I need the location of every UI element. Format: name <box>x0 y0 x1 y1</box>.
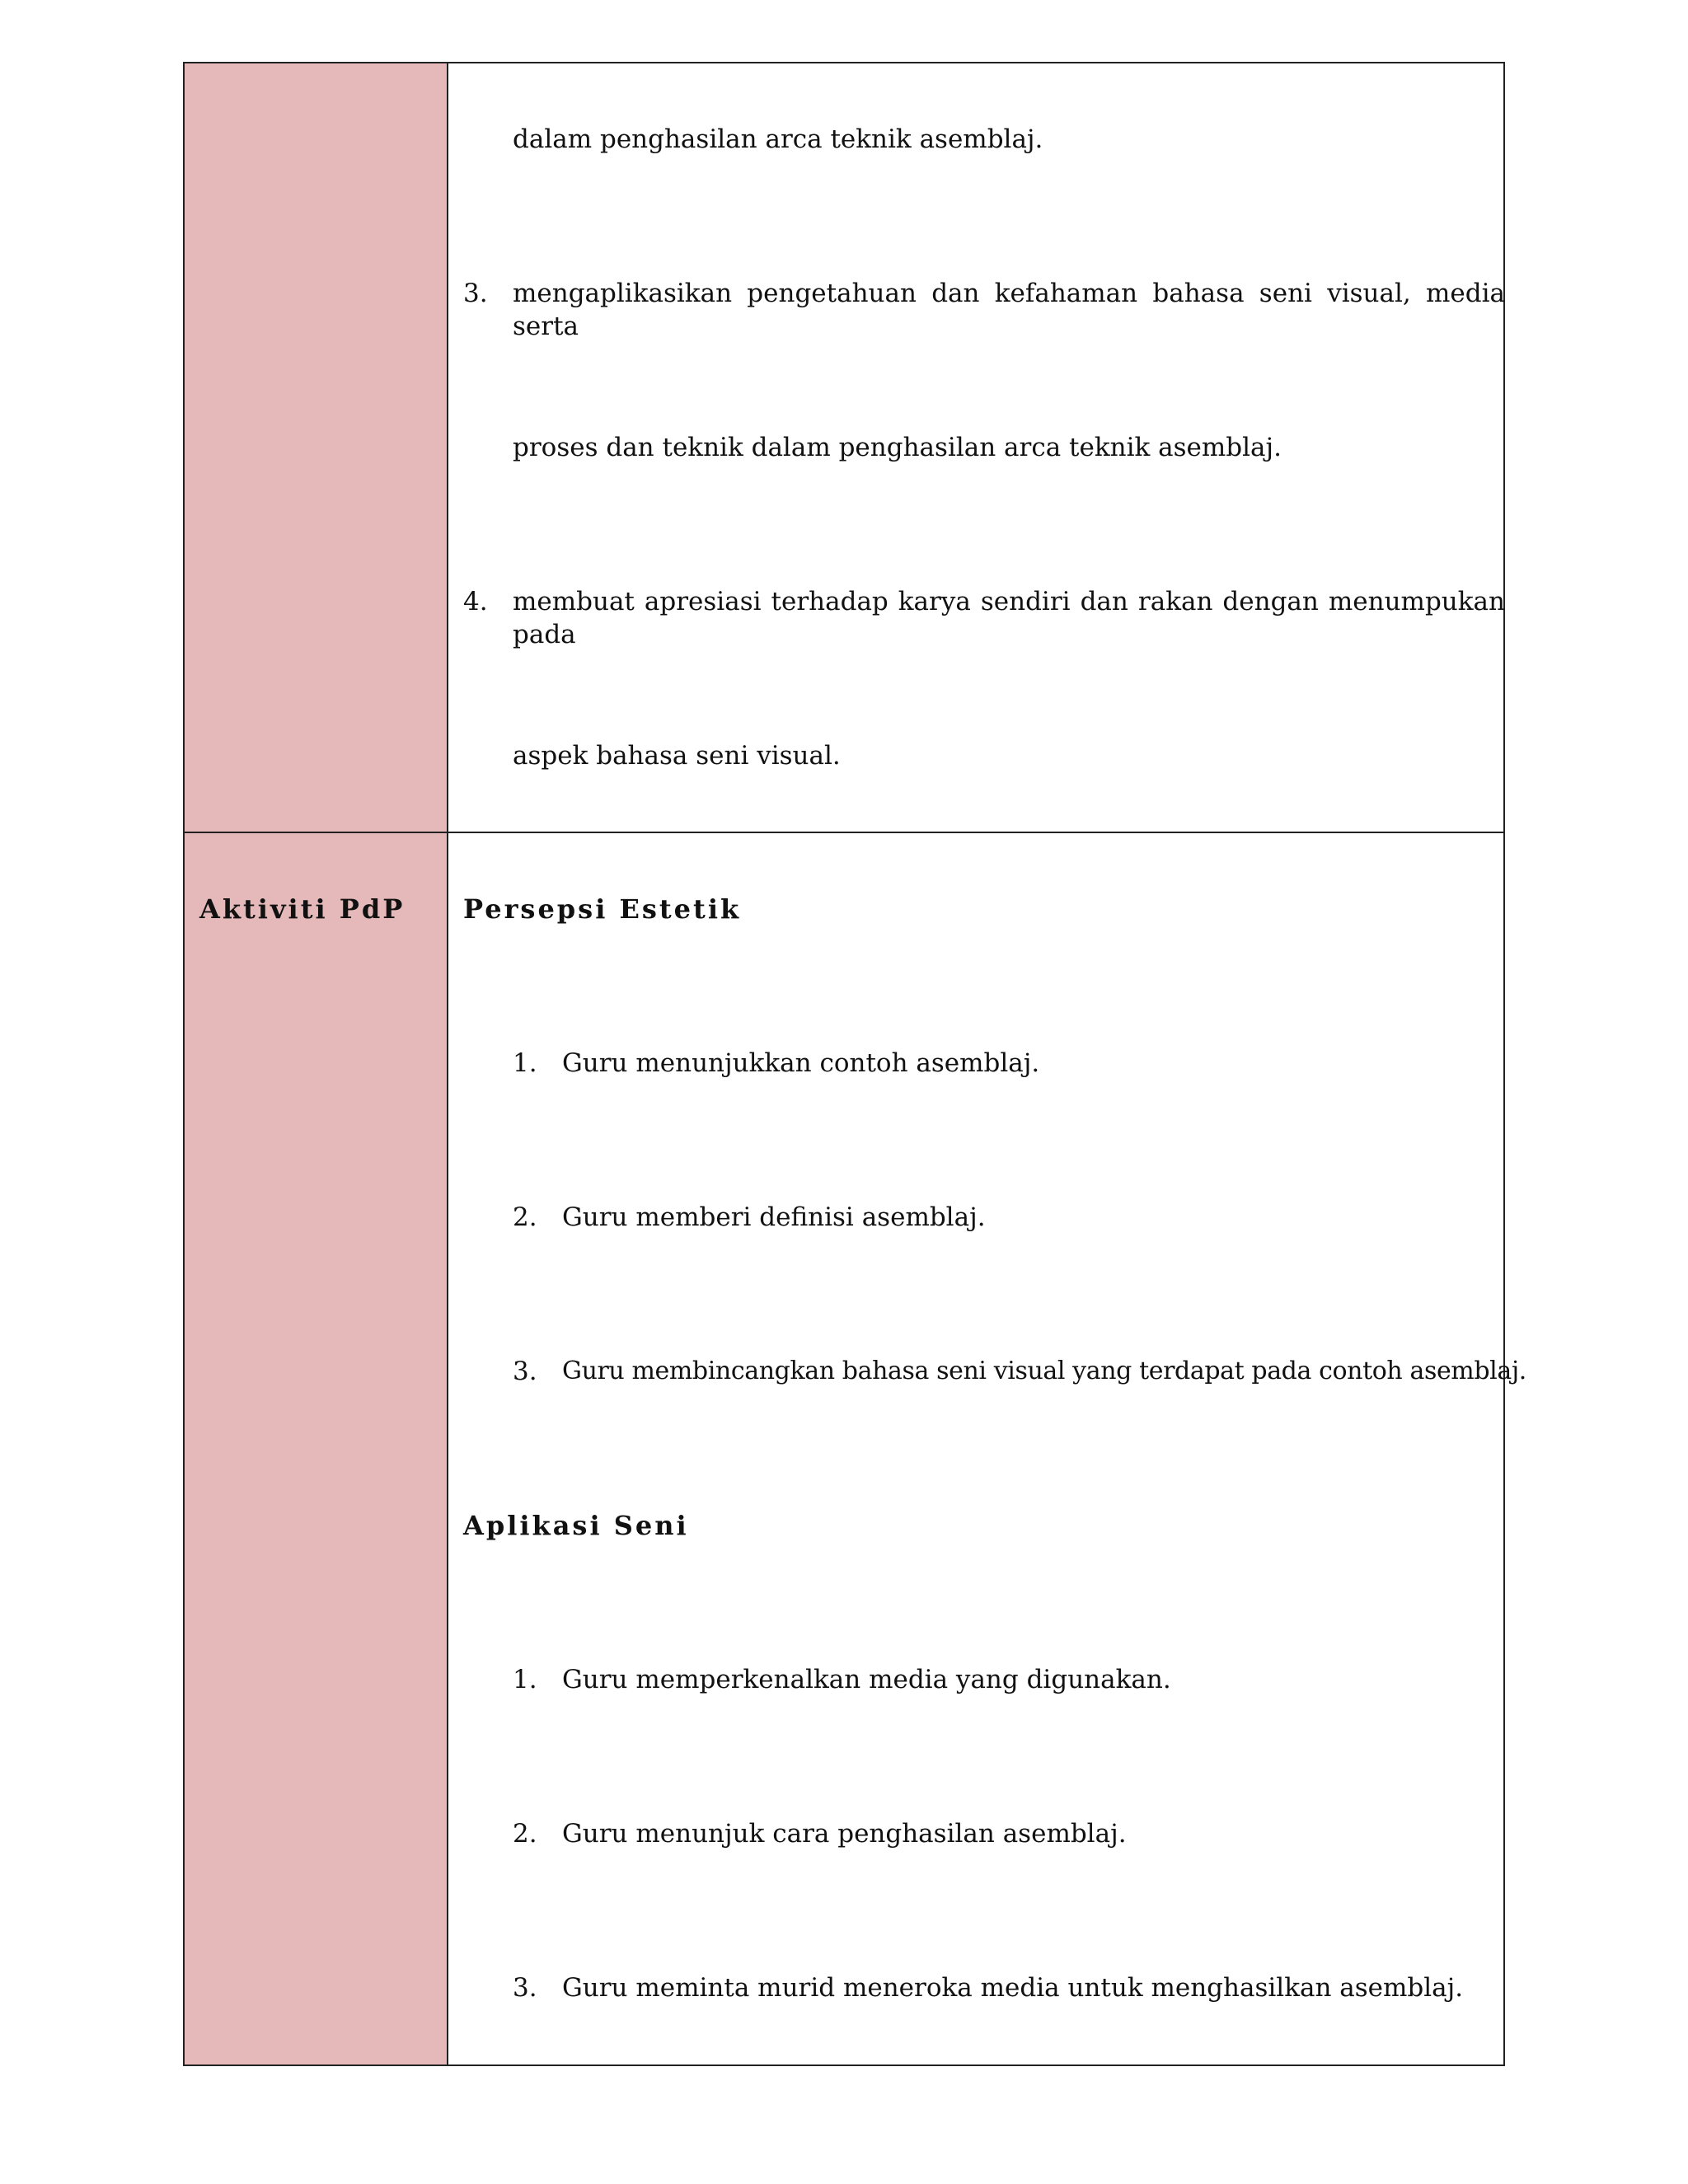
list-item-number: 2. <box>513 1202 537 1232</box>
objective-4-line-1: membuat apresiasi terhadap karya sendiri dan rakan dengan menumpukan pada <box>513 587 1505 649</box>
activities-label: Aktiviti PdP <box>199 893 406 925</box>
list-item-number: 1. <box>513 1665 537 1694</box>
list-item-text: Guru memperkenalkan media yang digunakan. <box>562 1665 1171 1694</box>
objective-3-number: 3. <box>463 279 488 308</box>
objective-3-line-1: mengaplikasikan pengetahuan dan kefahaman bahasa seni visual, media serta <box>513 279 1505 341</box>
list-item-number: 2. <box>513 1819 537 1849</box>
list-item-text: Guru menunjuk cara penghasilan asemblaj. <box>562 1819 1127 1849</box>
section-heading-aplikasi-seni: Aplikasi Seni <box>463 1510 689 1541</box>
activities-label-cell <box>184 832 448 2065</box>
list-item-text: Guru memberi definisi asemblaj. <box>562 1202 986 1232</box>
list-item-number: 3. <box>513 1973 537 2003</box>
table-row-activities <box>184 832 1504 2065</box>
objective-4-line-2: aspek bahasa seni visual. <box>513 741 841 771</box>
table-row-objectives <box>184 63 1504 832</box>
objective-continuation-line: dalam penghasilan arca teknik asemblaj. <box>513 124 1043 154</box>
list-item-text: Guru meminta murid meneroka media untuk menghasilkan asemblaj. <box>562 1973 1464 2003</box>
list-item-number: 3. <box>513 1357 537 1386</box>
section-heading-persepsi-estetik: Persepsi Estetik <box>463 893 742 925</box>
list-item-text: Guru membincangkan bahasa seni visual yang terdapat pada contoh asemblaj. <box>562 1357 1526 1385</box>
objective-3-line-2: proses dan teknik dalam penghasilan arca teknik asemblaj. <box>513 433 1282 462</box>
lesson-plan-table <box>183 62 1526 2066</box>
list-item-number: 1. <box>513 1048 537 1078</box>
activities-content-cell <box>448 832 1526 2065</box>
label-cell-empty <box>184 63 448 832</box>
objectives-content-cell <box>448 63 1504 832</box>
list-item-text: Guru menunjukkan contoh asemblaj. <box>562 1048 1040 1078</box>
objective-4-number: 4. <box>463 587 488 616</box>
